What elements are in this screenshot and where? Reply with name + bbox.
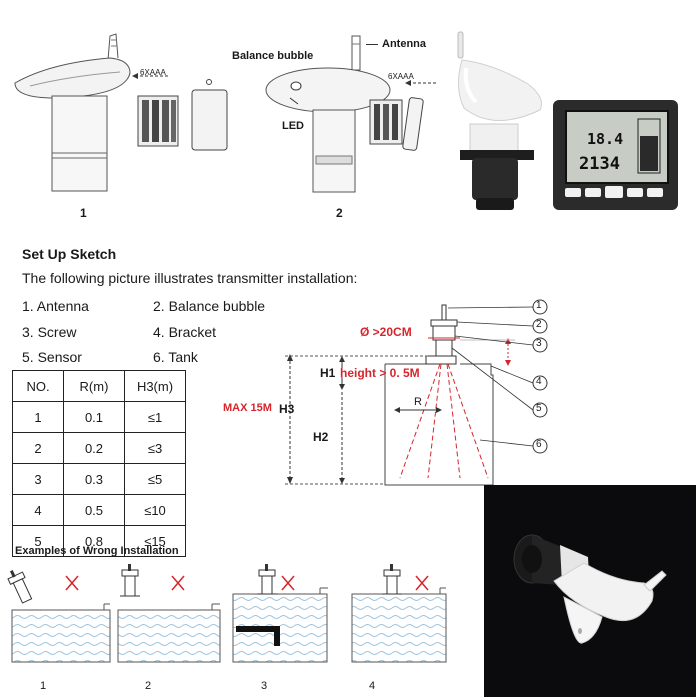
h3-label: H3: [279, 402, 295, 416]
callout-3: 3: [536, 338, 542, 349]
table-row: [13, 495, 186, 526]
product-photo: [484, 485, 696, 697]
legend-tank: 6. Tank: [153, 349, 198, 365]
legend-screw: 3. Screw: [22, 324, 77, 340]
legend-bracket: 4. Bracket: [153, 324, 217, 340]
wrong-number-4: 4: [369, 680, 376, 692]
product-sensor-drawing: [484, 485, 696, 697]
cell-h3: ≤15: [125, 526, 186, 557]
h1-label: H1: [320, 366, 336, 380]
header-no: NO.: [13, 371, 64, 402]
cell-h3: ≤10: [125, 495, 186, 526]
h2-label: H2: [313, 430, 329, 444]
cell-r: 0.2: [64, 433, 125, 464]
cell-no: 2: [13, 433, 64, 464]
cell-no: 5: [13, 526, 64, 557]
cell-h3: ≤5: [125, 464, 186, 495]
setup-title: Set Up Sketch: [22, 246, 117, 262]
display-unit: [553, 100, 678, 210]
wrong-install-title: Examples of Wrong Installation: [15, 545, 179, 557]
cell-no: 3: [13, 464, 64, 495]
cell-r: 0.1: [64, 402, 125, 433]
fig2-antenna-label: Antenna: [382, 38, 426, 50]
fig2-antenna-arrow: [366, 44, 378, 45]
wrong-number-3: 3: [261, 680, 268, 692]
display-button-5[interactable]: [647, 188, 663, 197]
lcd-tank-icon: [637, 118, 661, 174]
fig2-number: 2: [336, 206, 343, 220]
cell-r: 0.5: [64, 495, 125, 526]
fig1-number: 1: [80, 206, 87, 220]
max-label: MAX 15M: [223, 402, 272, 414]
setup-intro: The following picture illustrates transmitter installation:: [22, 270, 358, 286]
callout-2: 2: [536, 319, 542, 330]
cell-h3: ≤3: [125, 433, 186, 464]
display-button-3[interactable]: [605, 186, 623, 198]
fig2-balance-bubble-label: Balance bubble: [232, 50, 314, 62]
wrong-install-drawings: [0, 555, 480, 665]
callout-4: 4: [536, 376, 542, 387]
legend-sensor: 5. Sensor: [22, 349, 82, 365]
header-r: R(m): [64, 371, 125, 402]
legend-balance-bubble: 2. Balance bubble: [153, 298, 266, 314]
display-button-2[interactable]: [585, 188, 601, 197]
callout-1: 1: [536, 300, 542, 311]
lcd-screen: [565, 110, 669, 184]
wrong-number-2: 2: [145, 680, 152, 692]
legend-antenna: 1. Antenna: [22, 298, 89, 314]
fig1-battery-label: 6XAAA: [140, 68, 166, 77]
display-button-1[interactable]: [565, 188, 581, 197]
callout-6: 6: [536, 439, 542, 450]
cell-no: 1: [13, 402, 64, 433]
cell-r: 0.3: [64, 464, 125, 495]
cell-r: 0.8: [64, 526, 125, 557]
fig2-led-label: LED: [282, 120, 304, 132]
callout-5: 5: [536, 403, 542, 414]
installation-sketch: [0, 290, 700, 490]
figure-1-drawing: [10, 28, 235, 208]
fig2-battery-label: 6XAAA: [388, 72, 414, 81]
cell-no: 4: [13, 495, 64, 526]
lcd-bottom-value: 2134: [579, 154, 620, 174]
header-h3: H3(m): [125, 371, 186, 402]
cell-h3: ≤1: [125, 402, 186, 433]
height-label: height > 0. 5M: [340, 366, 420, 380]
wrong-number-1: 1: [40, 680, 47, 692]
lcd-top-value: 18.4: [587, 130, 624, 148]
display-button-4[interactable]: [627, 188, 643, 197]
r-label: R: [414, 396, 422, 408]
sensor-photo: [444, 28, 548, 218]
diameter-label: Ø >20CM: [360, 325, 412, 339]
